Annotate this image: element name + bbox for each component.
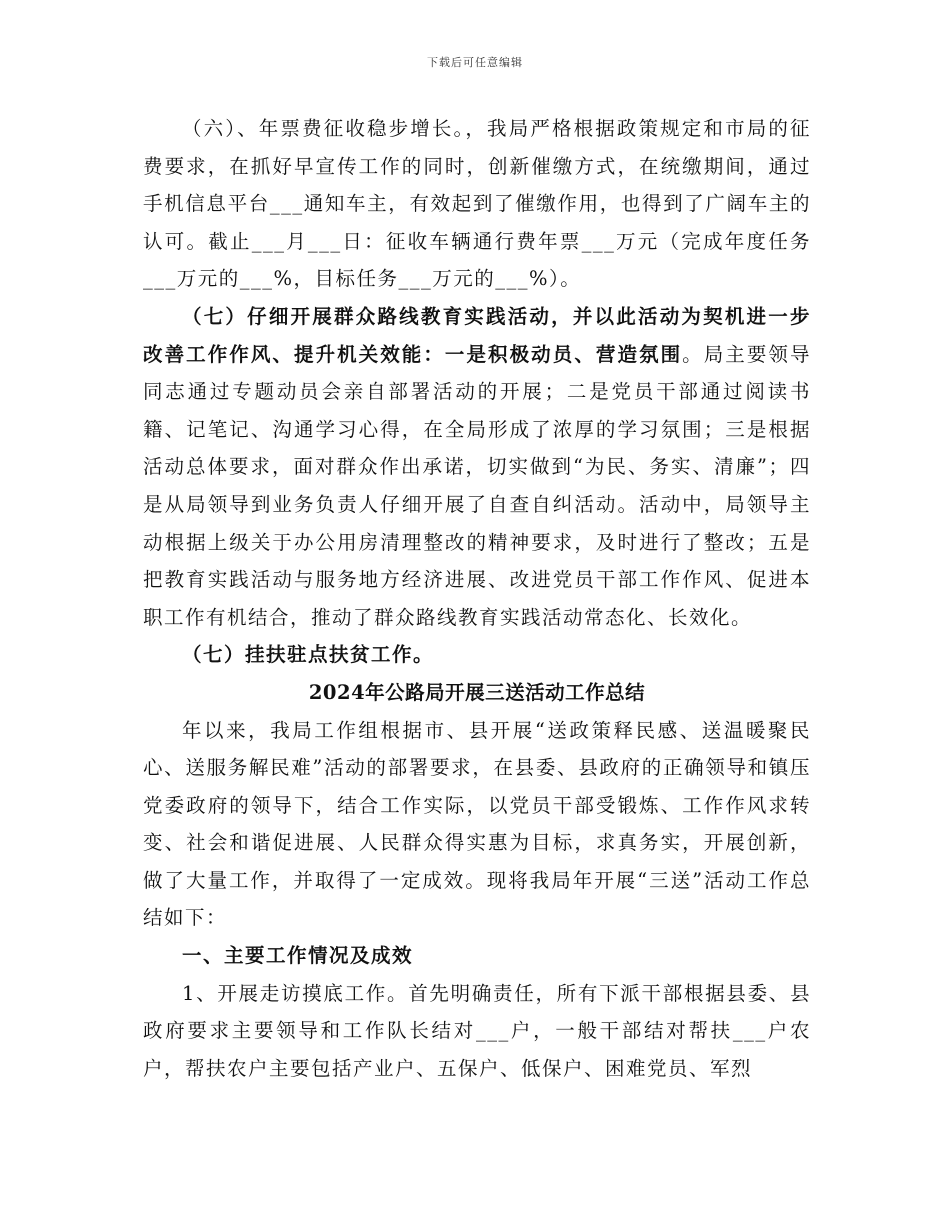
paragraph-intro: 年以来，我局工作组根据市、县开展“送政策释民感、送温暖聚民心、送服务解民难”活动的部署要求，在县委、县政府的正确领导和镇压党委政府的领导下，结合工作实际，以党员干部受锻炼、工作作风求转变、社会和谐促进展、人民群众得实惠为目标，求真务实，开展创新，做了大量工作，并取得了一定成效。现将我局年开展“三送”活动工作总结如下： [143,718,811,930]
paragraph-annual-ticket-fee: （六）、年票费征收稳步增长。，我局严格根据政策规定和市局的征费要求，在抓好早宣传工作的同时，创新催缴方式，在统缴期间，通过手机信息平台___通知车主，有效起到了催缴作用，也得到了广阔车主的认可。截止___月___日：征收车辆通行费年票___万元（完成年度任务___万元的___%，目标任务___万元的___%）。 [143,117,811,291]
section-heading-main-work: 一、主要工作情况及成效 [182,944,414,968]
paragraph-item-visit-survey: 1、开展走访摸底工作。首先明确责任，所有下派干部根据县委、县政府要求主要领导和工作队长结对___户，一般干部结对帮扶___户农户，帮扶农户主要包括产业户、五保户、低保户、困难党员、军烈 [143,981,811,1080]
paragraph-mass-line-bold-lead: （七）仔细开展群众路线教育实践活动，并以此活动为契机进一步改善工作作风、提升机关效能：一是积极动员、营造氛围 [143,304,811,366]
document-title: 2024年公路局开展三送活动工作总结 [308,680,646,704]
page-header: 下载后可任意编辑 [427,56,523,69]
paragraph-mass-line-education [143,298,811,636]
paragraph-mass-line-body: 。局主要领导同志通过专题动员会亲自部署活动的开展；二是党员干部通过阅读书籍、记笔记、沟通学习心得，在全局形成了浓厚的学习氛围；三是根据活动总体要求，面对群众作出承诺，切实做到“为民、务实、清廉”；四是从局领导到业务负责人仔细开展了自查自纠活动。活动中，局领导主动根据上级关于办公用房清理整改的精神要求，及时进行了整改；五是把教育实践活动与服务地方经济进展、改进党员干部工作作风、促进本职工作有机结合，推动了群众路线教育实践活动常态化、长效化。 [143,342,811,629]
document-body [143,110,811,1087]
paragraph-poverty-alleviation: （七）挂扶驻点扶贫工作。 [182,643,435,667]
